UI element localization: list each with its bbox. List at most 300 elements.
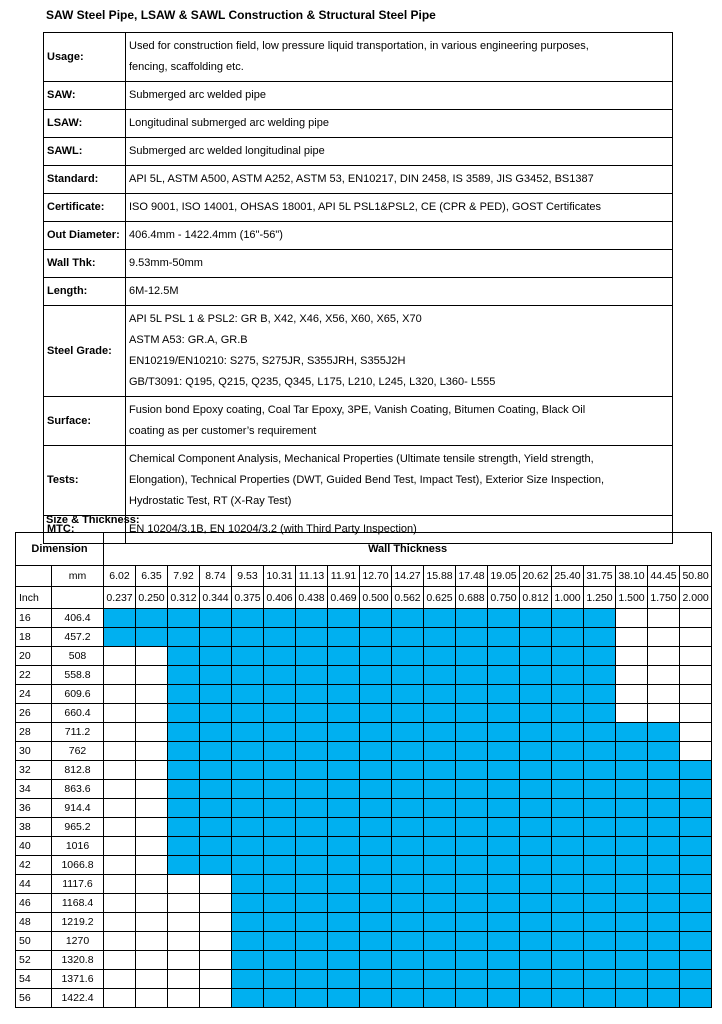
size-thickness-title: Size & Thickness: xyxy=(46,514,140,526)
available-cell xyxy=(680,951,712,970)
available-cell xyxy=(456,628,488,647)
spec-value-line: Chemical Component Analysis, Mechanical Properties (Ultimate tensile strength, Yield strength, xyxy=(129,453,594,465)
row-mm: 863.6 xyxy=(52,780,104,799)
available-cell xyxy=(360,704,392,723)
spec-label: Wall Thk: xyxy=(44,250,126,278)
available-cell xyxy=(520,628,552,647)
available-cell xyxy=(296,818,328,837)
available-cell xyxy=(296,894,328,913)
available-cell xyxy=(296,666,328,685)
available-cell xyxy=(584,932,616,951)
wall-mm-header: 31.75 xyxy=(584,566,616,587)
spec-label: Standard: xyxy=(44,166,126,194)
available-cell xyxy=(520,989,552,1008)
available-cell xyxy=(328,951,360,970)
row-mm: 609.6 xyxy=(52,685,104,704)
table-row xyxy=(16,780,712,799)
unavailable-cell xyxy=(136,970,168,989)
spec-label: Certificate: xyxy=(44,194,126,222)
available-cell xyxy=(328,780,360,799)
available-cell xyxy=(168,609,200,628)
available-cell xyxy=(584,818,616,837)
available-cell xyxy=(648,894,680,913)
unavailable-cell xyxy=(616,704,648,723)
available-cell xyxy=(488,894,520,913)
available-cell xyxy=(168,818,200,837)
available-cell xyxy=(456,761,488,780)
available-cell xyxy=(520,704,552,723)
available-cell xyxy=(648,742,680,761)
unavailable-cell xyxy=(616,666,648,685)
row-inch: 18 xyxy=(16,628,52,647)
table-row xyxy=(16,856,712,875)
available-cell xyxy=(680,856,712,875)
available-cell xyxy=(264,666,296,685)
available-cell xyxy=(456,837,488,856)
unavailable-cell xyxy=(104,970,136,989)
available-cell xyxy=(488,742,520,761)
spec-value xyxy=(126,278,673,306)
available-cell xyxy=(584,837,616,856)
available-cell xyxy=(456,970,488,989)
available-cell xyxy=(232,628,264,647)
table-row xyxy=(16,894,712,913)
spec-row xyxy=(44,82,673,110)
available-cell xyxy=(392,704,424,723)
page-title: SAW Steel Pipe, LSAW & SAWL Construction & Structural Steel Pipe xyxy=(46,8,436,22)
wall-mm-header: 38.10 xyxy=(616,566,648,587)
wall-mm-header: 6.35 xyxy=(136,566,168,587)
unavailable-cell xyxy=(136,723,168,742)
row-mm: 965.2 xyxy=(52,818,104,837)
available-cell xyxy=(264,818,296,837)
spec-label: MTC: xyxy=(44,516,126,544)
available-cell xyxy=(424,856,456,875)
row-mm: 1066.8 xyxy=(52,856,104,875)
unavailable-cell xyxy=(200,970,232,989)
unavailable-cell xyxy=(136,856,168,875)
available-cell xyxy=(264,628,296,647)
available-cell xyxy=(648,875,680,894)
available-cell xyxy=(680,837,712,856)
row-inch: 28 xyxy=(16,723,52,742)
available-cell xyxy=(136,609,168,628)
available-cell xyxy=(424,932,456,951)
available-cell xyxy=(648,818,680,837)
wall-inch-header: 0.469 xyxy=(328,587,360,609)
spec-value-line: coating as per customer’s requirement xyxy=(129,425,317,437)
available-cell xyxy=(584,875,616,894)
available-cell xyxy=(360,685,392,704)
available-cell xyxy=(200,609,232,628)
wall-mm-header: 20.62 xyxy=(520,566,552,587)
available-cell xyxy=(680,780,712,799)
spec-label: SAW: xyxy=(44,82,126,110)
available-cell xyxy=(520,761,552,780)
row-inch: 56 xyxy=(16,989,52,1008)
available-cell xyxy=(328,818,360,837)
available-cell xyxy=(488,951,520,970)
wall-mm-header: 9.53 xyxy=(232,566,264,587)
wall-inch-header: 0.750 xyxy=(488,587,520,609)
unavailable-cell xyxy=(200,913,232,932)
available-cell xyxy=(360,609,392,628)
available-cell xyxy=(552,837,584,856)
unavailable-cell xyxy=(616,647,648,666)
available-cell xyxy=(360,723,392,742)
available-cell xyxy=(392,780,424,799)
available-cell xyxy=(296,704,328,723)
available-cell xyxy=(552,875,584,894)
available-cell xyxy=(168,761,200,780)
row-mm: 1016 xyxy=(52,837,104,856)
table-row xyxy=(16,723,712,742)
row-mm: 660.4 xyxy=(52,704,104,723)
row-inch: 50 xyxy=(16,932,52,951)
spec-value xyxy=(126,446,673,516)
spec-row xyxy=(44,278,673,306)
unavailable-cell xyxy=(136,932,168,951)
unavailable-cell xyxy=(648,647,680,666)
unavailable-cell xyxy=(168,989,200,1008)
available-cell xyxy=(264,742,296,761)
unavailable-cell xyxy=(136,989,168,1008)
row-mm: 1320.8 xyxy=(52,951,104,970)
spec-value-line: ASTM A53: GR.A, GR.B xyxy=(129,334,248,346)
unavailable-cell xyxy=(104,723,136,742)
available-cell xyxy=(456,780,488,799)
unavailable-cell xyxy=(104,913,136,932)
available-cell xyxy=(520,970,552,989)
available-cell xyxy=(520,647,552,666)
available-cell xyxy=(584,628,616,647)
table-row xyxy=(16,742,712,761)
grid-inch-row xyxy=(16,587,712,609)
available-cell xyxy=(232,932,264,951)
unavailable-cell xyxy=(616,609,648,628)
available-cell xyxy=(168,628,200,647)
size-thickness-table xyxy=(15,532,712,1008)
available-cell xyxy=(296,799,328,818)
available-cell xyxy=(136,628,168,647)
available-cell xyxy=(488,932,520,951)
row-inch: 32 xyxy=(16,761,52,780)
available-cell xyxy=(392,932,424,951)
available-cell xyxy=(328,932,360,951)
spec-row xyxy=(44,222,673,250)
available-cell xyxy=(616,913,648,932)
wall-inch-header: 1.250 xyxy=(584,587,616,609)
available-cell xyxy=(584,780,616,799)
unavailable-cell xyxy=(104,761,136,780)
available-cell xyxy=(424,894,456,913)
spec-label: Steel Grade: xyxy=(44,306,126,397)
available-cell xyxy=(264,799,296,818)
available-cell xyxy=(424,837,456,856)
row-inch: 44 xyxy=(16,875,52,894)
available-cell xyxy=(680,761,712,780)
available-cell xyxy=(232,647,264,666)
unavailable-cell xyxy=(136,818,168,837)
unavailable-cell xyxy=(136,894,168,913)
available-cell xyxy=(584,742,616,761)
available-cell xyxy=(456,951,488,970)
available-cell xyxy=(168,856,200,875)
available-cell xyxy=(296,951,328,970)
spec-value-line: Longitudinal submerged arc welding pipe xyxy=(129,117,329,129)
unavailable-cell xyxy=(104,704,136,723)
available-cell xyxy=(392,609,424,628)
row-inch: 48 xyxy=(16,913,52,932)
available-cell xyxy=(296,913,328,932)
unavailable-cell xyxy=(104,875,136,894)
available-cell xyxy=(488,780,520,799)
spec-row xyxy=(44,194,673,222)
row-inch: 22 xyxy=(16,666,52,685)
table-row xyxy=(16,666,712,685)
unavailable-cell xyxy=(648,609,680,628)
unavailable-cell xyxy=(168,875,200,894)
available-cell xyxy=(488,704,520,723)
unavailable-cell xyxy=(680,685,712,704)
spec-value-line: API 5L, ASTM A500, ASTM A252, ASTM 53, EN10217, DIN 2458, IS 3589, JIS G3452, BS1387 xyxy=(129,173,594,185)
available-cell xyxy=(520,818,552,837)
available-cell xyxy=(552,685,584,704)
spec-value xyxy=(126,138,673,166)
row-inch: 52 xyxy=(16,951,52,970)
available-cell xyxy=(552,780,584,799)
available-cell xyxy=(456,647,488,666)
spec-value xyxy=(126,194,673,222)
available-cell xyxy=(392,837,424,856)
available-cell xyxy=(296,970,328,989)
available-cell xyxy=(168,742,200,761)
available-cell xyxy=(456,723,488,742)
available-cell xyxy=(360,970,392,989)
unavailable-cell xyxy=(104,818,136,837)
unavailable-cell xyxy=(104,856,136,875)
available-cell xyxy=(392,989,424,1008)
available-cell xyxy=(232,685,264,704)
available-cell xyxy=(424,609,456,628)
available-cell xyxy=(584,970,616,989)
table-row xyxy=(16,875,712,894)
spec-value-line: 406.4mm - 1422.4mm (16"-56") xyxy=(129,229,283,241)
unavailable-cell xyxy=(648,685,680,704)
available-cell xyxy=(360,894,392,913)
available-cell xyxy=(200,818,232,837)
available-cell xyxy=(552,628,584,647)
available-cell xyxy=(200,628,232,647)
available-cell xyxy=(552,799,584,818)
spec-value-line: Hydrostatic Test, RT (X-Ray Test) xyxy=(129,495,292,507)
available-cell xyxy=(328,723,360,742)
available-cell xyxy=(616,799,648,818)
available-cell xyxy=(520,837,552,856)
available-cell xyxy=(424,989,456,1008)
unavailable-cell xyxy=(680,647,712,666)
wall-inch-header: 0.812 xyxy=(520,587,552,609)
table-row xyxy=(16,970,712,989)
available-cell xyxy=(168,647,200,666)
available-cell xyxy=(584,856,616,875)
available-cell xyxy=(264,685,296,704)
available-cell xyxy=(680,894,712,913)
available-cell xyxy=(296,685,328,704)
available-cell xyxy=(424,628,456,647)
unavailable-cell xyxy=(680,666,712,685)
available-cell xyxy=(232,723,264,742)
unavailable-cell xyxy=(680,704,712,723)
unavailable-cell xyxy=(168,932,200,951)
available-cell xyxy=(360,818,392,837)
unavailable-cell xyxy=(200,989,232,1008)
table-row xyxy=(16,628,712,647)
inch-label: Inch xyxy=(16,587,52,609)
wall-inch-header: 0.250 xyxy=(136,587,168,609)
spec-value xyxy=(126,397,673,446)
spec-value-line: EN10219/EN10210: S275, S275JR, S355JRH, S355J2H xyxy=(129,355,406,367)
spec-row xyxy=(44,138,673,166)
spec-table xyxy=(43,32,673,544)
unavailable-cell xyxy=(136,647,168,666)
spec-label: Length: xyxy=(44,278,126,306)
available-cell xyxy=(168,704,200,723)
available-cell xyxy=(680,989,712,1008)
available-cell xyxy=(360,837,392,856)
available-cell xyxy=(200,780,232,799)
unavailable-cell xyxy=(104,932,136,951)
available-cell xyxy=(584,647,616,666)
available-cell xyxy=(456,989,488,1008)
available-cell xyxy=(552,932,584,951)
wall-mm-header: 17.48 xyxy=(456,566,488,587)
spec-value xyxy=(126,250,673,278)
available-cell xyxy=(456,856,488,875)
row-mm: 1422.4 xyxy=(52,989,104,1008)
available-cell xyxy=(296,989,328,1008)
available-cell xyxy=(424,666,456,685)
spec-value xyxy=(126,110,673,138)
available-cell xyxy=(616,742,648,761)
wall-inch-header: 0.344 xyxy=(200,587,232,609)
unavailable-cell xyxy=(168,894,200,913)
spec-value-line: 6M-12.5M xyxy=(129,285,179,297)
available-cell xyxy=(360,913,392,932)
available-cell xyxy=(520,856,552,875)
available-cell xyxy=(680,932,712,951)
available-cell xyxy=(520,913,552,932)
spec-table-body xyxy=(44,33,673,544)
wall-mm-header: 6.02 xyxy=(104,566,136,587)
available-cell xyxy=(392,647,424,666)
available-cell xyxy=(296,723,328,742)
row-inch: 26 xyxy=(16,704,52,723)
wall-mm-header: 44.45 xyxy=(648,566,680,587)
row-inch: 54 xyxy=(16,970,52,989)
spec-label: SAWL: xyxy=(44,138,126,166)
available-cell xyxy=(328,685,360,704)
available-cell xyxy=(328,894,360,913)
grid-header-row xyxy=(16,533,712,566)
available-cell xyxy=(456,666,488,685)
available-cell xyxy=(104,609,136,628)
wall-inch-header: 1.000 xyxy=(552,587,584,609)
spec-value xyxy=(126,33,673,82)
available-cell xyxy=(200,704,232,723)
available-cell xyxy=(264,894,296,913)
available-cell xyxy=(264,609,296,628)
unavailable-cell xyxy=(104,799,136,818)
available-cell xyxy=(424,761,456,780)
wall-mm-header: 50.80 xyxy=(680,566,712,587)
available-cell xyxy=(552,951,584,970)
available-cell xyxy=(520,951,552,970)
wall-mm-header: 11.91 xyxy=(328,566,360,587)
row-inch: 46 xyxy=(16,894,52,913)
unavailable-cell xyxy=(136,742,168,761)
available-cell xyxy=(264,970,296,989)
available-cell xyxy=(328,666,360,685)
available-cell xyxy=(392,818,424,837)
available-cell xyxy=(264,780,296,799)
unavailable-cell xyxy=(104,742,136,761)
available-cell xyxy=(232,666,264,685)
spec-value xyxy=(126,82,673,110)
available-cell xyxy=(360,647,392,666)
row-mm: 406.4 xyxy=(52,609,104,628)
available-cell xyxy=(616,875,648,894)
available-cell xyxy=(648,780,680,799)
available-cell xyxy=(552,742,584,761)
wall-mm-header: 11.13 xyxy=(296,566,328,587)
table-row xyxy=(16,932,712,951)
available-cell xyxy=(264,704,296,723)
available-cell xyxy=(488,685,520,704)
unavailable-cell xyxy=(136,761,168,780)
available-cell xyxy=(328,837,360,856)
available-cell xyxy=(488,609,520,628)
table-row xyxy=(16,685,712,704)
available-cell xyxy=(392,628,424,647)
grid-blank-cell xyxy=(52,587,104,609)
row-mm: 558.8 xyxy=(52,666,104,685)
available-cell xyxy=(168,666,200,685)
available-cell xyxy=(648,951,680,970)
available-cell xyxy=(456,932,488,951)
available-cell xyxy=(552,970,584,989)
available-cell xyxy=(552,989,584,1008)
available-cell xyxy=(520,685,552,704)
wall-mm-header: 25.40 xyxy=(552,566,584,587)
available-cell xyxy=(520,609,552,628)
available-cell xyxy=(392,685,424,704)
available-cell xyxy=(296,742,328,761)
spec-row xyxy=(44,250,673,278)
available-cell xyxy=(520,666,552,685)
spec-label: Usage: xyxy=(44,33,126,82)
unavailable-cell xyxy=(680,742,712,761)
available-cell xyxy=(232,894,264,913)
available-cell xyxy=(584,951,616,970)
available-cell xyxy=(296,609,328,628)
grid-corner-cell xyxy=(16,566,52,587)
unavailable-cell xyxy=(616,685,648,704)
available-cell xyxy=(616,761,648,780)
spec-value-line: 9.53mm-50mm xyxy=(129,257,203,269)
available-cell xyxy=(232,913,264,932)
table-row xyxy=(16,818,712,837)
